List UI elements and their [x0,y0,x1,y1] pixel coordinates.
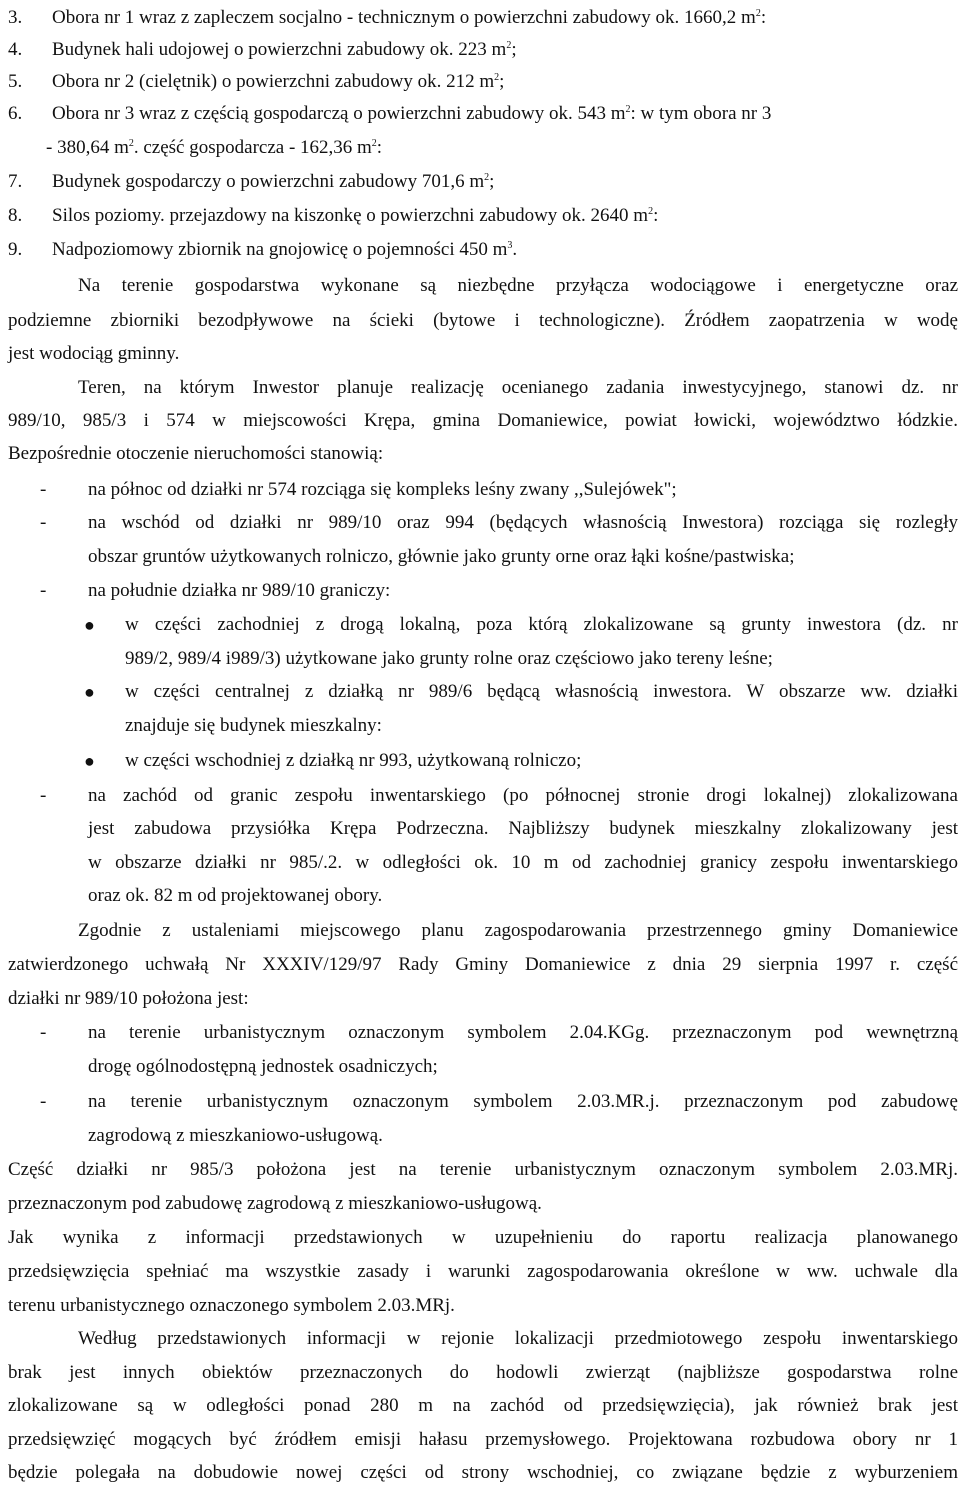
dash-marker: - [40,580,47,601]
text-line: Część działki nr 985/3 położona jest na terenie urbanistycznym oznaczonym symbolem 2.03.MRj. [8,1159,958,1180]
text-line: na wschód od działki nr 989/10 oraz 994 (będących własnością Inwestora) rozciąga się rozległy [88,512,958,533]
text-line: na północ od działki nr 574 rozciąga się kompleks leśny zwany ,,Sulejówek"; [88,479,677,500]
text-line: 989/2, 989/4 i989/3) użytkowane jako grunty rolne oraz częściowo jako tereny leśne; [125,648,773,669]
bullet-icon: ● [84,682,95,702]
text-line: będzie polegała na dobudowie nowej części od strony wschodniej, co związane będzie z wyburzeniem [8,1462,958,1483]
text-line: Bezpośrednie otoczenie nieruchomości stanowią: [8,443,384,464]
text-line: 989/10, 985/3 i 574 w miejscowości Krępa, gmina Domaniewice, powiat łowicki, województwo łódzkie. [8,410,958,431]
text-line: podziemne zbiorniki bezodpływowe na ścieki (bytowe i technologiczne). Źródłem zaopatrzenia w wodę [8,310,958,331]
text-line: w obszarze działki nr 985/.2. w odległości ok. 10 m od zachodniej granicy zespołu inwentarskiego [88,852,958,873]
text-line: zagrodową z mieszkaniowo-usługową. [88,1125,383,1146]
text-line: w części centralnej z działką nr 989/6 będącą własnością inwestora. W obszarze ww. działki [125,681,958,702]
text-line: Zgodnie z ustaleniami miejscowego planu zagospodarowania przestrzennego gminy Domaniewice [78,920,958,941]
document-page: 3. Obora nr 1 wraz z zapleczem socjalno - technicznym o powierzchni zabudowy ok. 1660,2 $m^2$: 4. Budynek hali udojowej o powierzchni zabudowy ok. 223 $m^2$; 5. Obora nr 2 (cielętnik) o powierzchni zabudowy ok. 212 $m^2$; 6. Obora nr 3 wraz z częścią gospodarczą o powierzchni zabudowy ok. 543 $m^2$: w tym obora nr 3 - 380,64 $m^2$. część gospodarcza - 162,36 $m^2$: 7. Budynek gospodarczy o powierzchni zabudowy 701,6 $m^2$; 8. Silos poziomy. przejazdowy na kiszonkę o powierzchni zabudowy ok. 2640 $m^2$: 9. Nadpoziomowy zbiornik na gnojowicę o pojemności 450 $m^3$. Na terenie gospodarstwa wykonane są niezbędne przyłącza wodociągowe i energetyczne oraz podziemne zbiorniki bezodpływowe na ścieki (bytowe i technologiczne). Źródłem zaopatrzenia w wodę jest wodociąg gminny. Teren, na którym Inwestor planuje realizację ocenianego zadania inwestycyjnego, stanowi dz. nr 989/10, 985/3 i 574 w miejscowości Krępa, gmina Domaniewice, powiat łowicki, województwo łódzkie. Bezpośrednie otoczenie nieruchomości stanowią: - na północ od działki nr 574 rozciąga się kompleks leśny zwany ,,Sulejówek"; - na wschód od działki nr 989/10 oraz 994 (będących własnością Inwestora) rozciąga się rozległy obszar gruntów użytkowanych rolniczo, głównie jako grunty orne oraz łąki kośne/pastwiska; - na południe działka nr 989/10 graniczy: ● w części zachodniej z drogą lokalną, poza którą zlokalizowane są grunty inwestora (dz. nr 989/2, 989/4 i989/3) użytkowane jako grunty rolne oraz częściowo jako tereny leśne; ● w części centralnej z działką nr 989/6 będącą własnością inwestora. W obszarze ww. działki znajduje się budynek mieszkalny: ● w części wschodniej z działką nr 993, użytkowaną rolniczo; - na zachód od granic zespołu inwentarskiego (po północnej stronie drogi lokalnej) zlokalizowana jest zabudowa przysiółka Krępa Podrzeczna. Najbliższy budynek mieszkalny zlokalizowany jest w obszarze działki nr 985/.2. w odległości ok. 10 m od zachodniej granicy zespołu inwentarskiego oraz ok. 82 m od projektowanej obory. Zgodnie z ustaleniami miejscowego planu zagospodarowania przestrzennego gminy Domaniewice zatwierdzonego uchwałą Nr XXXIV/129/97 Rady Gminy Domaniewice z dnia 29 sierpnia 1997 r. część działki nr 989/10 położona jest: - na terenie urbanistycznym oznaczonym symbolem 2.04.KGg. przeznaczonym pod wewnętrzną drogę ogólnodostępną jednostek osadniczych; - na terenie urbanistycznym oznaczonym symbolem 2.03.MR.j. przeznaczonym pod zabudowę zagrodową z mieszkaniowo-usługową. Część działki nr 985/3 położona jest na terenie urbanistycznym oznaczonym symbolem 2.03.MRj. przeznaczonym pod zabudowę zagrodową z mieszkaniowo-usługową. Jak wynika z informacji przedstawionych w uzupełnieniu do raportu realizacja planowanego przedsięwzięcia spełniać ma wszystkie zasady i warunki zagospodarowania określone w ww. uchwale dla terenu urbanistycznego oznaczonego symbolem 2.03.MRj. Według przedstawionych informacji w rejonie lokalizacji przedmiotowego zespołu inwentarskiego brak jest innych obiektów przeznaczonych do hodowli zwierząt (najbliższe gospodarstwa rolne zlokalizowane są w odległości ponad 280 m na zachód od przedsięwzięcia), jak również brak jest przedsięwzięć mogących być źródłem emisji hałasu przemysłowego. Projektowana rozbudowa obory nr 1 będzie polegała na dobudowie nowej części od strony wschodniej, co związane będzie z wyburzeniem [8,7,958,1483]
dash-marker: - [40,785,47,806]
text-line: Jak wynika z informacji przedstawionych w uzupełnieniu do raportu realizacja planowanego [8,1227,958,1248]
text-line: zatwierdzonego uchwałą Nr XXXIV/129/97 Rady Gminy Domaniewice z dnia 29 sierpnia 1997 r. część [8,954,958,975]
text-line: obszar gruntów użytkowanych rolniczo, głównie jako grunty orne oraz łąki kośne/pastwiska; [88,546,795,567]
text-line: znajduje się budynek mieszkalny: [125,715,382,736]
text-line: w części wschodniej z działką nr 993, użytkowaną rolniczo; [125,750,582,771]
text-line: na terenie urbanistycznym oznaczonym symbolem 2.03.MR.j. przeznaczonym pod zabudowę [88,1091,958,1112]
text-line: terenu urbanistycznego oznaczonego symbolem 2.03.MRj. [8,1295,455,1316]
dash-marker: - [40,1091,47,1112]
text-line: przeznaczonym pod zabudowę zagrodową z mieszkaniowo-usługową. [8,1193,542,1214]
bullet-icon: ● [84,751,95,771]
text-line: na terenie urbanistycznym oznaczonym symbolem 2.04.KGg. przeznaczonym pod wewnętrzną [88,1022,958,1043]
dash-marker: - [40,1022,47,1043]
text-line: przedsięwzięć mogących być źródłem emisji hałasu przemysłowego. Projektowana rozbudowa obory nr 1 [8,1429,958,1450]
text-line: w części zachodniej z drogą lokalną, poza którą zlokalizowane są grunty inwestora (dz. nr [125,614,958,635]
text-line: na południe działka nr 989/10 graniczy: [88,580,391,601]
text-line: działki nr 989/10 położona jest: [8,988,249,1009]
text-line: Według przedstawionych informacji w rejonie lokalizacji przedmiotowego zespołu inwentarskiego [78,1328,958,1349]
text-line: na zachód od granic zespołu inwentarskiego (po północnej stronie drogi lokalnej) zlokalizowana [88,785,958,806]
text-line: zlokalizowane są w odległości ponad 280 m na zachód od przedsięwzięcia), jak również brak jest [8,1395,958,1416]
text-line: Teren, na którym Inwestor planuje realizację ocenianego zadania inwestycyjnego, stanowi dz. nr [78,377,958,398]
text-line: brak jest innych obiektów przeznaczonych do hodowli zwierząt (najbliższe gospodarstwa rolne [8,1362,958,1383]
bullet-icon: ● [84,615,95,635]
text-line: oraz ok. 82 m od projektowanej obory. [88,885,383,906]
text-line: drogę ogólnodostępną jednostek osadniczych; [88,1056,438,1077]
text-line: przedsięwzięcia spełniać ma wszystkie zasady i warunki zagospodarowania określone w ww. uchwale dla [8,1261,958,1282]
text-line: jest wodociąg gminny. [8,343,180,364]
dash-marker: - [40,479,47,500]
text-line: jest zabudowa przysiółka Krępa Podrzeczna. Najbliższy budynek mieszkalny zlokalizowany jest [88,818,958,839]
text-line: Na terenie gospodarstwa wykonane są niezbędne przyłącza wodociągowe i energetyczne oraz [78,275,958,296]
dash-marker: - [40,512,47,533]
